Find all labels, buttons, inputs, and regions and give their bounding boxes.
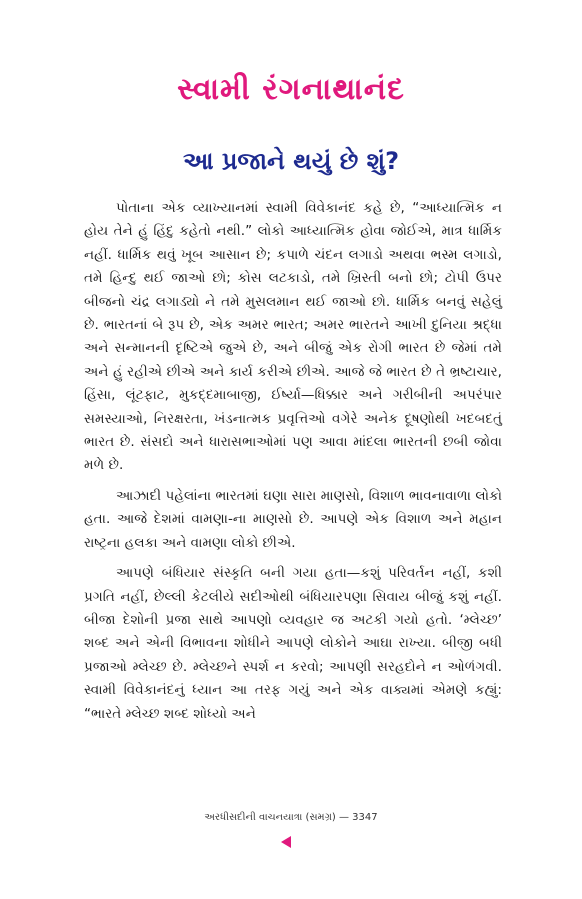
paragraph-1: પોતાના એક વ્યાખ્યાનમાં સ્વામી વિવેકાનંદ કહે છે, “આધ્યાત્મિક ન હોય તેને હું હિંદુ કહેતો નથી.” લોકો આધ્યાત્મિક હોવા જોઈએ, માત્ર ધાર્મિક નહીં. ધાર્મિક થવું ખૂબ આસાન છે; કપાળે ચંદન લગાડો અથવા ભસ્મ લગાડો, તમે હિન્દુ થઈ જાઓ છો; કોસ લટકાડો, તમે ખ્રિસ્તી બનો છો; ટોપી ઉપર બીજનો ચંદ્ર લગાડ્યો ને તમે મુસલમાન થઈ જાઓ છો. ધાર્મિક બનવું સહેલું છે. ભારતનાં બે રૂપ છે, એક અમર ભારત; અમર ભારતને આખી દુનિયા શ્રદ્ધા અને સન્માનની દૃષ્ટિએ જુએ છે, અને બીજું એક રોગી ભારત છે જેમાં તમે અને હું રહીએ છીએ અને કાર્ય કરીએ છીએ. આજે જે ભારત છે તે ભ્રષ્ટાચાર, હિંસા, લૂંટફાટ, મુકદ્દમાબાજી, ઈર્ષ્યા—ધિક્કાર અને ગરીબીની અપરંપાર સમસ્યાઓ, નિરક્ષરતા, ખંડનાત્મક પ્રવૃત્તિઓ વગેરે અનેક દૂષણોથી ખદબદતું ભારત છે. સંસદો અને ધારાસભાઓમાં પણ આવા માંદલા ભારતની છબી જોવા મળે છે. (84, 200, 502, 474)
author-heading: સ્વામી રંગનાથાનંદ (177, 72, 405, 107)
paragraph-2: આઝાદી પહેલાંના ભારતમાં ઘણા સારા માણસો, વિશાળ ભાવનાવાળા લોકો હતા. આજે દેશમાં વામણા-ના માણસો છે. આપણે એક વિશાળ અને મહાન રાષ્ટ્રના હલકા અને વામણા લોકો છીએ. (84, 487, 502, 551)
previous-page-arrow-icon[interactable] (281, 836, 291, 848)
article-title: આ પ્રજાને થયું છે શું? (182, 147, 400, 175)
page-footer: અરધીસદીની વાચનયાત્રા (સમગ્ર) — 3347 (204, 812, 378, 823)
paragraph-3: આપણે બંધિયાર સંસ્કૃતિ બની ગયા હતા—કશું પરિવર્તન નહીં, કશી પ્રગતિ નહીં, છેલ્લી કેટલીયે સદીઓથી બંધિયારપણા સિવાય બીજું કશું નહીં. બીજા દેશોની પ્રજા સાથે આપણો વ્યવહાર જ અટકી ગયો હતો. ‘મ્લેચ્છ’ શબ્દ અને એની વિભાવના શોધીને આપણે લોકોને આઘા રાખ્યા. બીજી બધી પ્રજાઓ મ્લેચ્છ છે. મ્લેચ્છને સ્પર્શ ન કરવો; આપણી સરહદોને ન ઓળંગવી. સ્વામી વિવેકાનંદનું ધ્યાન આ તરફ ગયું અને એક વાક્યમાં એમણે કહ્યું: “ભારતે મ્લેચ્છ શબ્દ શોધ્યો અને (84, 565, 502, 722)
article-body (84, 197, 502, 733)
